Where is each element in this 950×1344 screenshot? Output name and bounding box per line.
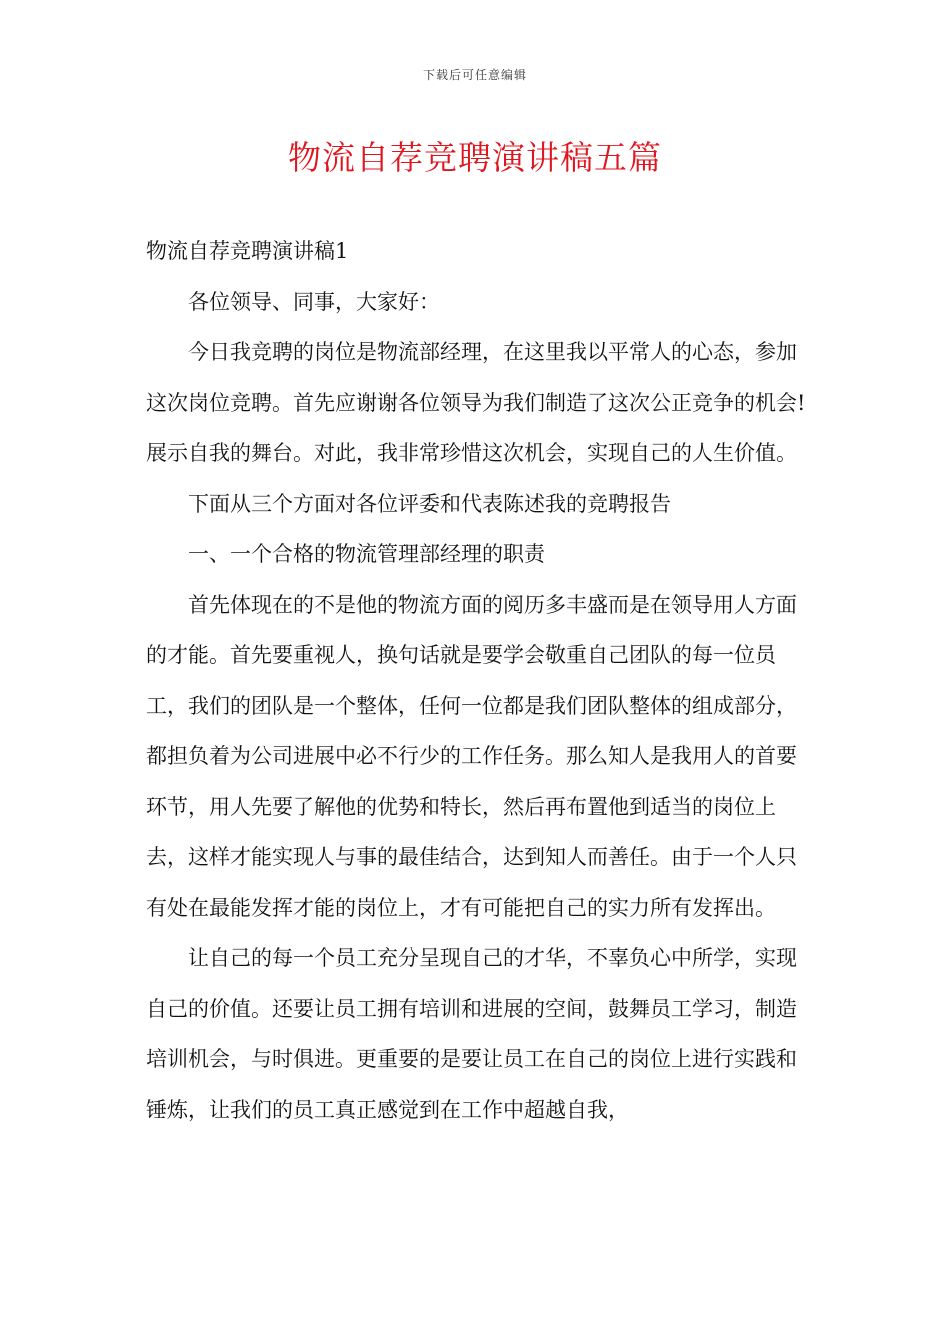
header-note: 下载后可任意编辑	[422, 68, 527, 82]
paragraph-intro: 今日我竞聘的岗位是物流部经理，在这里我以平常人的心态，参加这次岗位竞聘。首先应谢谢各位领导为我们制造了这次公正竞争的机会!展示自我的舞台。对此，我非常珍惜这次机会，实现自己的人生价值。	[146, 340, 806, 465]
document-body	[146, 226, 806, 1135]
paragraph-heading-one: 一、一个合格的物流管理部经理的职责	[188, 542, 545, 566]
paragraph-leadership: 首先体现在的不是他的物流方面的阅历多丰盛而是在领导用人方面的才能。首先要重视人，换句话就是要学会敬重自己团队的每一位员工，我们的团队是一个整体，任何一位都是我们团队整体的组成部分，都担负着为公司进展中必不行少的工作任务。那么知人是我用人的首要环节，用人先要了解他的优势和特长，然后再布置他到适当的岗位上去，这样才能实现人与事的最佳结合，达到知人而善任。由于一个人只有处在最能发挥才能的岗位上，才有可能把自己的实力所有发挥出。	[146, 592, 797, 920]
paragraph-greeting: 各位领导、同事，大家好：	[188, 289, 440, 314]
section-title: 物流自荐竞聘演讲稿1	[146, 239, 349, 263]
paragraph-staff-development: 让自己的每一个员工充分呈现自己的才华，不辜负心中所学，实现自己的价值。还要让员工拥有培训和进展的空间，鼓舞员工学习，制造培训机会，与时俱进。更重要的是要让员工在自己的岗位上进行实践和锤炼，让我们的员工真正感觉到在工作中超越自我，	[146, 946, 797, 1122]
paragraph-outline: 下面从三个方面对各位评委和代表陈述我的竞聘报告	[188, 491, 671, 516]
document-title: 物流自荐竞聘演讲稿五篇	[288, 138, 662, 177]
